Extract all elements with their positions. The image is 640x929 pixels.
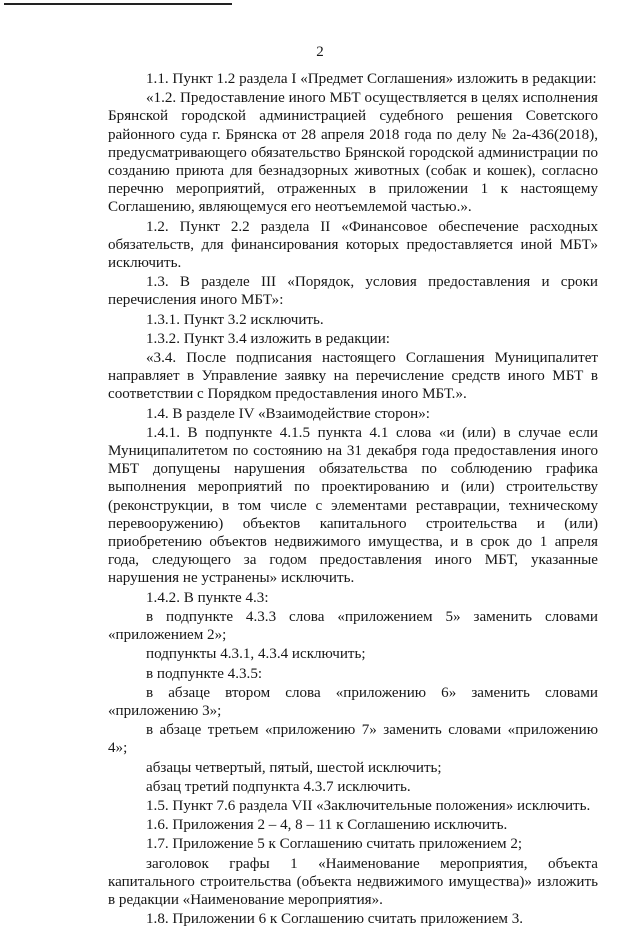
paragraph-abzac-3: в абзаце третьем «приложению 7» заменить словами «приложению 4»;: [108, 722, 598, 757]
document-body: [108, 70, 598, 929]
paragraph-1-4: 1.4. В разделе IV «Взаимодействие сторон»:: [146, 405, 431, 422]
paragraph-1-4-2: 1.4.2. В пункте 4.3:: [146, 589, 269, 606]
paragraph-1-4-1: 1.4.1. В подпункте 4.1.5 пункта 4.1 слова «и (или) в случае если Муниципалитетом по состоянию на 31 декабря года предоставления иного МБТ допущены нарушения обязательства по соблюдению графика выполнения мероприятий по проектированию и (или) строительству (реконструкции, в том числе с элементами реставрации, техническому перевооружению) объектов капитального строительства и (или) приобретению объектов недвижимого имущества, и в срок до 1 апреля года, следующего за годом предоставления иного МБТ, указанные нарушения не устранены» исключить.: [108, 424, 598, 587]
paragraph-1-8: 1.8. Приложении 6 к Соглашению считать приложением 3.: [146, 911, 524, 928]
paragraph-1-2: 1.2. Пункт 2.2 раздела II «Финансовое обеспечение расходных обязательств, для финансирования которых предоставляется иной МБТ» исключить.: [108, 218, 598, 272]
paragraph-1-3: 1.3. В разделе III «Порядок, условия предоставления и сроки перечисления иного МБТ»:: [108, 274, 598, 309]
paragraph-1-6: 1.6. Приложения 2 – 4, 8 – 11 к Соглашению исключить.: [146, 817, 508, 834]
paragraph-1-7: 1.7. Приложение 5 к Соглашению считать приложением 2;: [146, 836, 523, 853]
paragraph-abzac-2: в абзаце втором слова «приложению 6» заменить словами «приложению 3»;: [108, 684, 598, 719]
paragraph-4-3-1-4: подпункты 4.3.1, 4.3.4 исключить;: [146, 646, 366, 663]
paragraph-clause-1-2-text: «1.2. Предоставление иного МБТ осуществляется в целях исполнения Брянской городской администрацией судебного решения Советского районного суда г. Брянска от 28 апреля 2018 года по делу № 2а-436(2018), предусматривающего обязательство Брянской городской администрации по созданию приюта для безнадзорных животных (собак и кошек), согласно перечню мероприятий, отраженных в приложении 1 к настоящему Соглашению, являющемуся его неотъемлемой частью.».: [108, 90, 598, 216]
paragraph-1-3-2: 1.3.2. Пункт 3.4 изложить в редакции:: [146, 330, 390, 347]
paragraph-clause-3-4-text: «3.4. После подписания настоящего Соглашения Муниципалитет направляет в Управление заявку на перечисление средств иного МБТ в соответствии с Порядком предоставления иного МБТ.».: [108, 350, 598, 403]
paragraph-1-3-1: 1.3.1. Пункт 3.2 исключить.: [146, 311, 324, 328]
page-number: 2: [316, 44, 324, 60]
paragraph-1-1: 1.1. Пункт 1.2 раздела I «Предмет Соглашения» изложить в редакции:: [146, 71, 597, 87]
paragraph-4-3-7: абзац третий подпункта 4.3.7 исключить.: [146, 778, 411, 795]
top-rule: [4, 3, 232, 5]
paragraph-abzacy-4-6: абзацы четвертый, пятый, шестой исключить;: [146, 759, 442, 776]
paragraph-4-3-3: в подпункте 4.3.3 слова «приложением 5» заменить словами «приложением 2»;: [108, 608, 598, 644]
paragraph-1-5: 1.5. Пункт 7.6 раздела VII «Заключительные положения» исключить.: [146, 797, 591, 814]
paragraph-grafa-1: заголовок графы 1 «Наименование мероприятия, объекта капитального строительства (объекта недвижимого имущества)» изложить в редакции «Наименование мероприятия».: [108, 855, 598, 908]
paragraph-4-3-5: в подпункте 4.3.5:: [146, 665, 263, 682]
